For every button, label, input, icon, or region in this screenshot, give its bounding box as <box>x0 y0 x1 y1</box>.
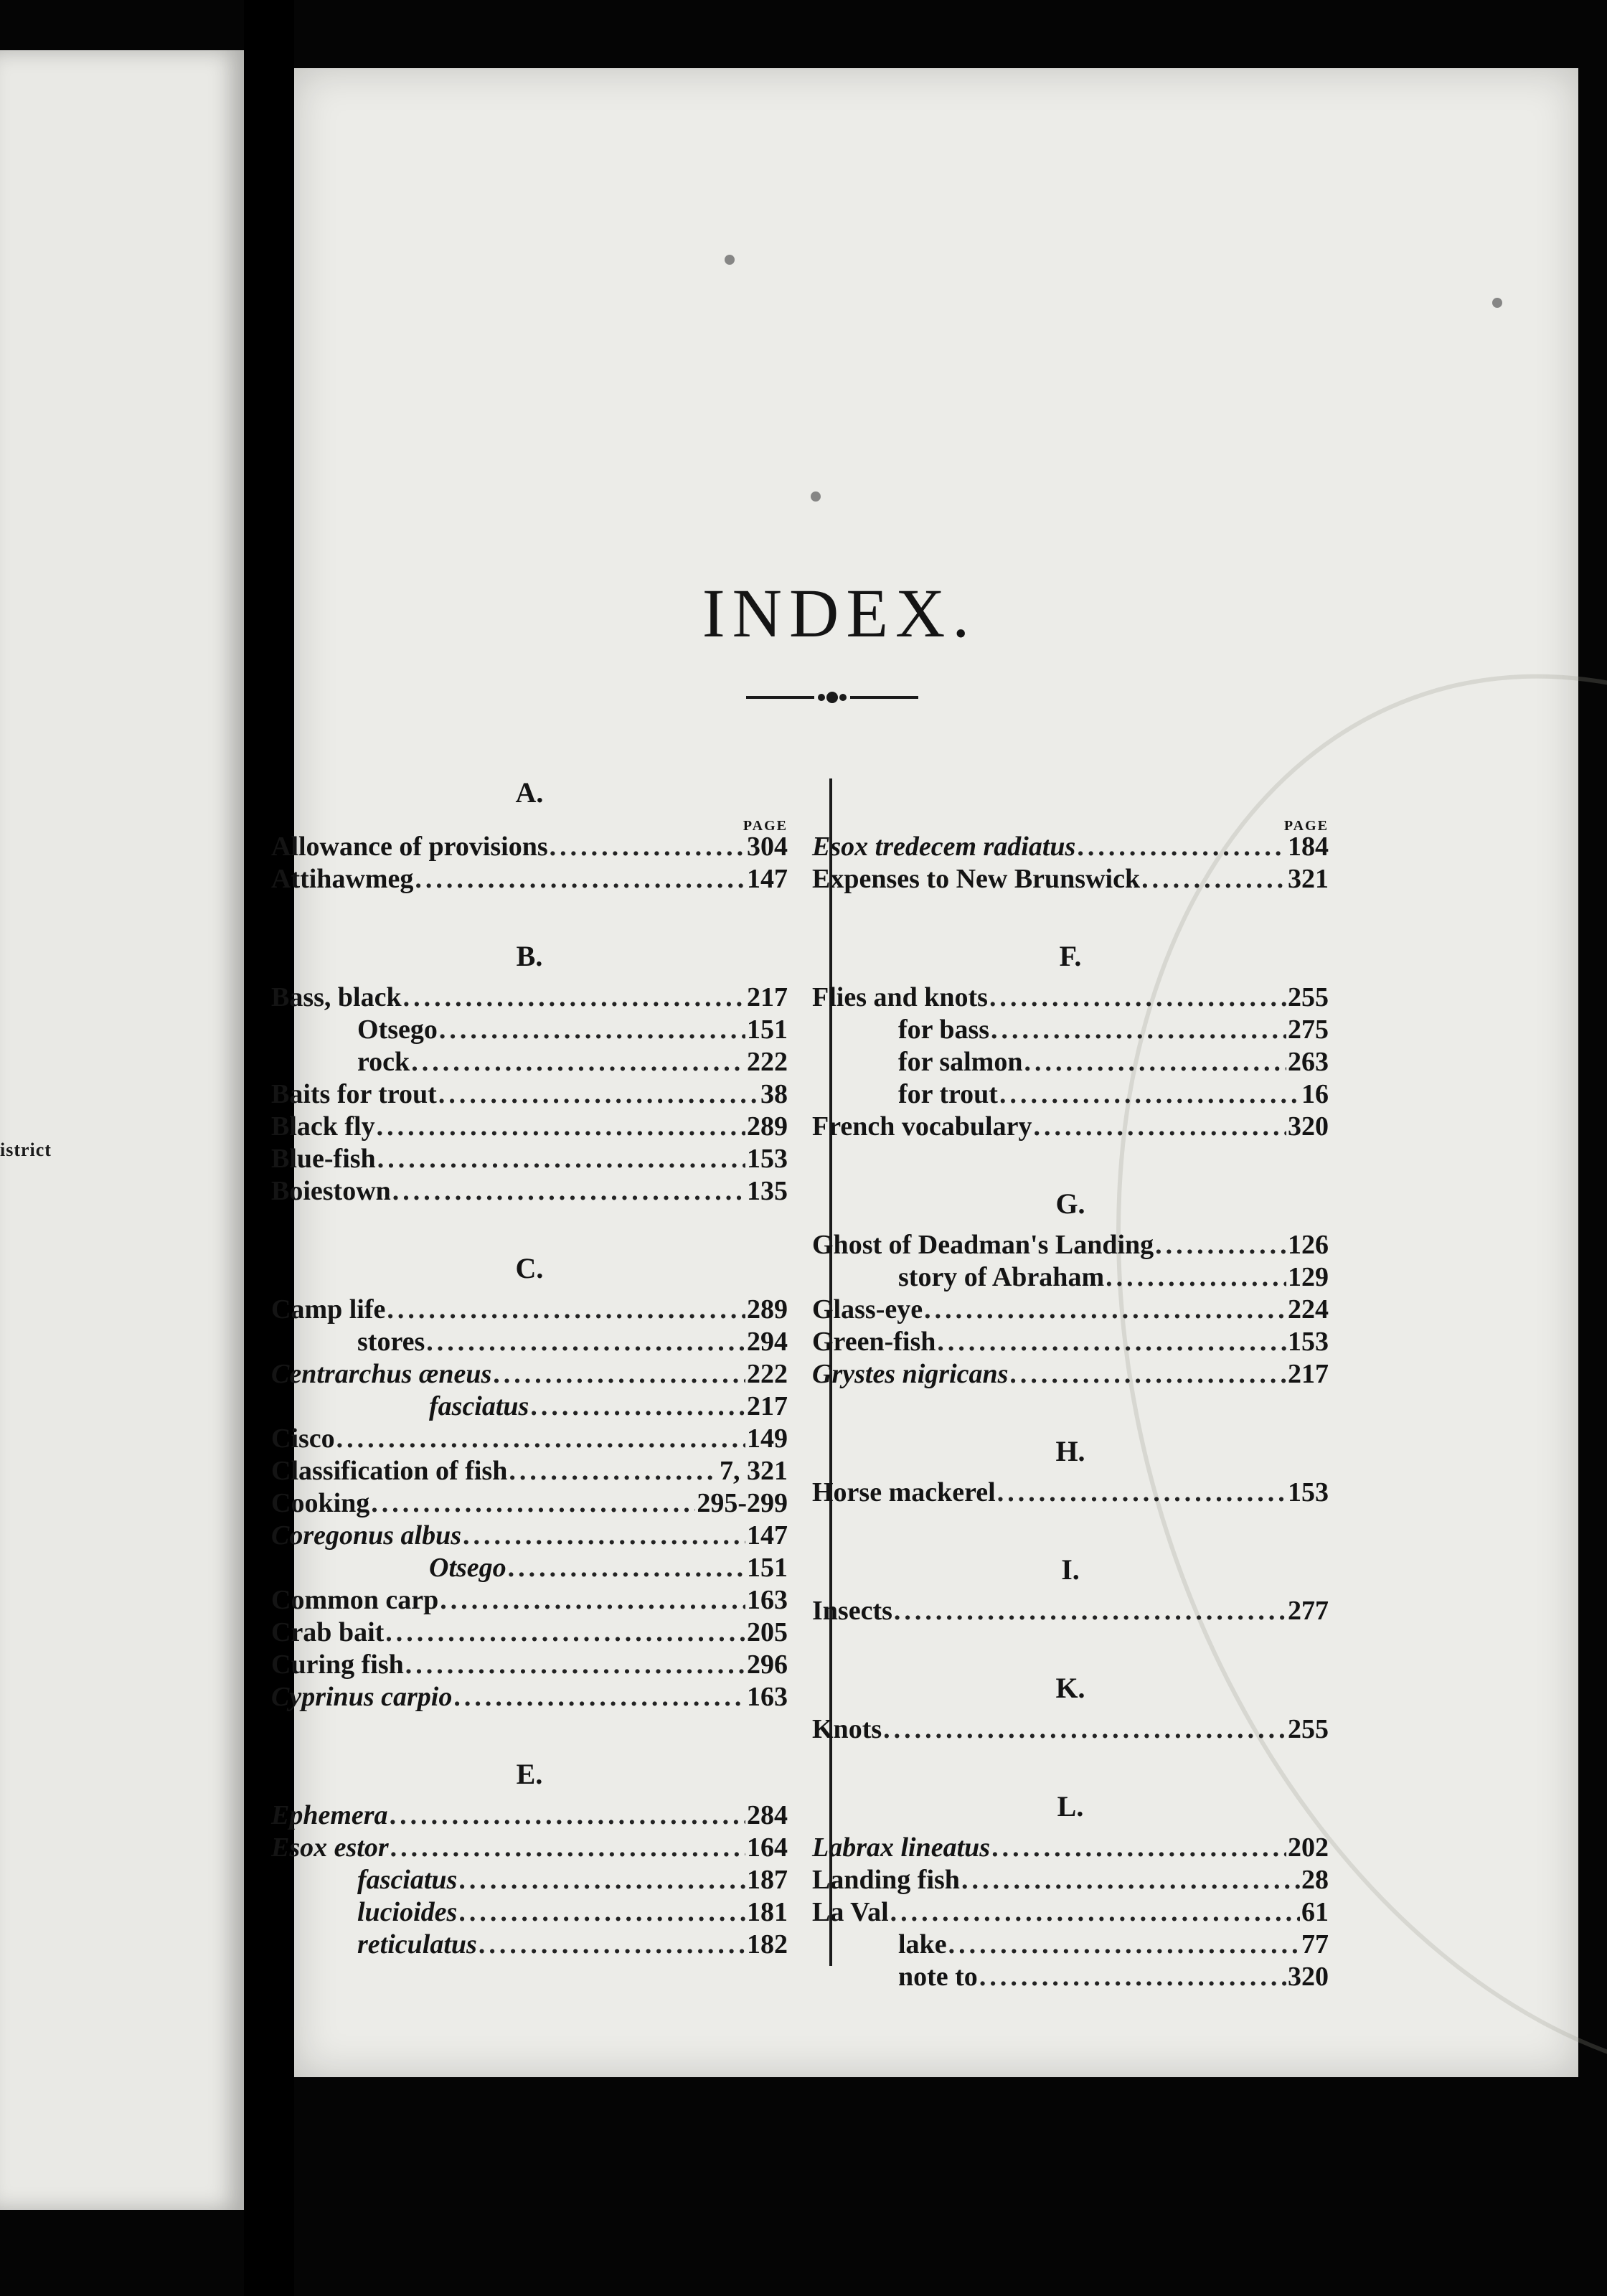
entry-term: Landing fish <box>812 1865 960 1895</box>
section-gap <box>271 1713 788 1749</box>
entry-page-number: 320 <box>1288 1111 1329 1142</box>
entry-term: La Val <box>812 1897 889 1927</box>
section-gap <box>271 1208 788 1243</box>
index-entry <box>812 1261 1329 1294</box>
entry-term: fasciatus <box>357 1865 458 1895</box>
index-entry <box>812 982 1329 1014</box>
entry-term: reticulatus <box>357 1929 477 1959</box>
entry-term: for trout <box>898 1079 998 1109</box>
entry-term: fasciatus <box>429 1391 529 1421</box>
entry-page-number: 217 <box>747 982 788 1012</box>
section-gap <box>812 895 1329 931</box>
entry-page-number: 187 <box>747 1865 788 1895</box>
index-entry <box>271 1358 788 1391</box>
ink-speck <box>1492 298 1502 308</box>
section-gap <box>812 1509 1329 1545</box>
dot-leader <box>493 1358 745 1391</box>
entry-page-number: 321 <box>1288 864 1329 894</box>
dot-leader <box>991 1014 1286 1046</box>
index-entry <box>271 1864 788 1896</box>
entry-term: Knots <box>812 1714 882 1744</box>
dot-leader <box>336 1423 745 1455</box>
dot-leader <box>390 1799 745 1832</box>
dot-leader <box>1141 863 1286 895</box>
entry-page-number: 147 <box>747 864 788 894</box>
entry-term: Curing fish <box>271 1650 404 1680</box>
index-entry <box>271 1584 788 1617</box>
dot-leader <box>463 1520 745 1552</box>
entry-term: Horse mackerel <box>812 1477 996 1507</box>
dot-leader <box>458 1896 745 1929</box>
section-gap <box>271 895 788 931</box>
section-gap <box>812 1391 1329 1426</box>
entry-term: Grystes nigricans <box>812 1359 1009 1389</box>
index-entry <box>812 1046 1329 1078</box>
entry-term: for salmon <box>898 1047 1023 1077</box>
dot-leader <box>371 1487 695 1520</box>
section-letter: G. <box>1055 1187 1085 1220</box>
index-entry <box>271 863 788 895</box>
entry-page-number: 153 <box>1288 1327 1329 1357</box>
dot-leader <box>405 1649 745 1681</box>
entry-page-number: 289 <box>747 1111 788 1142</box>
entry-term: Attihawmeg <box>271 864 414 894</box>
entry-term: Camp life <box>271 1294 386 1325</box>
dot-leader <box>1155 1229 1286 1261</box>
entry-page-number: 255 <box>1288 982 1329 1012</box>
index-entry <box>271 1326 788 1358</box>
entry-page-number: 320 <box>1288 1962 1329 1992</box>
index-entry <box>271 1078 788 1111</box>
page-column-label: PAGE <box>1283 818 1329 834</box>
section-letter: A. <box>515 776 544 809</box>
entry-page-number: 126 <box>1288 1230 1329 1260</box>
index-entry <box>812 1294 1329 1326</box>
entry-term: Esox tredecem radiatus <box>812 832 1076 862</box>
entry-term: Flies and knots <box>812 982 988 1012</box>
entry-page-number: 164 <box>747 1832 788 1863</box>
dot-leader <box>979 1961 1286 1993</box>
index-entry <box>271 1799 788 1832</box>
section-letter: L. <box>1057 1790 1084 1822</box>
index-entry <box>271 1014 788 1046</box>
entry-page-number: 77 <box>1301 1929 1329 1959</box>
index-entry <box>812 1595 1329 1627</box>
entry-term: Allowance of provisions <box>271 832 548 862</box>
index-entry <box>271 982 788 1014</box>
dot-leader <box>439 1014 745 1046</box>
entry-term: Labrax lineatus <box>812 1832 991 1863</box>
index-entry <box>271 1520 788 1552</box>
dot-leader <box>530 1391 745 1423</box>
entry-term: note to <box>898 1962 978 1992</box>
entry-page-number: 202 <box>1288 1832 1329 1863</box>
entry-page-number: 296 <box>747 1650 788 1680</box>
index-entry <box>812 1477 1329 1509</box>
dot-leader <box>991 1832 1286 1864</box>
index-entry <box>271 1175 788 1208</box>
entry-term: Green-fish <box>812 1327 936 1357</box>
dot-leader <box>415 863 745 895</box>
entry-page-number: 277 <box>1288 1596 1329 1626</box>
entry-term: Crab bait <box>271 1617 385 1647</box>
entry-page-number: 289 <box>747 1294 788 1325</box>
entry-term: Centrarchus æneus <box>271 1359 492 1389</box>
section-letter: I. <box>1061 1553 1080 1586</box>
entry-page-number: 205 <box>747 1617 788 1647</box>
entry-term: Insects <box>812 1596 892 1626</box>
section-letter: B. <box>516 940 543 972</box>
entry-page-number: 149 <box>747 1424 788 1454</box>
section-letter: C. <box>515 1252 544 1284</box>
dot-leader <box>883 1713 1286 1746</box>
index-entry <box>271 831 788 863</box>
entry-term: Coregonus albus <box>271 1520 462 1551</box>
index-entry <box>812 1358 1329 1391</box>
entry-term: story of Abraham <box>898 1262 1105 1292</box>
index-entry <box>812 1111 1329 1143</box>
entry-term: rock <box>357 1047 410 1077</box>
entry-page-number: 217 <box>747 1391 788 1421</box>
entry-term: Boiestown <box>271 1176 391 1206</box>
index-entry <box>271 1294 788 1326</box>
entry-page-number: 153 <box>1288 1477 1329 1507</box>
dot-leader <box>411 1046 745 1078</box>
dot-leader <box>377 1111 745 1143</box>
entry-term: Baits for trout <box>271 1079 437 1109</box>
index-entry <box>271 1896 788 1929</box>
entry-page-number: 163 <box>747 1585 788 1615</box>
entry-page-number: 275 <box>1288 1015 1329 1045</box>
index-entry <box>812 831 1329 863</box>
dot-leader <box>894 1595 1286 1627</box>
index-entry <box>271 1423 788 1455</box>
entry-page-number: 222 <box>747 1359 788 1389</box>
entry-page-number: 294 <box>747 1327 788 1357</box>
entry-page-number: 284 <box>747 1800 788 1830</box>
dot-leader <box>989 982 1286 1014</box>
dot-leader <box>403 982 745 1014</box>
dot-leader <box>890 1896 1300 1929</box>
entry-page-number: 295-299 <box>697 1488 788 1518</box>
entry-term: Otsego <box>429 1553 506 1583</box>
index-entry <box>271 1681 788 1713</box>
entry-term: Cyprinus carpio <box>271 1682 453 1712</box>
index-column-left <box>271 768 788 1961</box>
entry-page-number: 147 <box>747 1520 788 1551</box>
entry-page-number: 135 <box>747 1176 788 1206</box>
index-entry <box>812 1832 1329 1864</box>
entry-term: Cooking <box>271 1488 370 1518</box>
dot-leader <box>1009 1358 1286 1391</box>
entry-page-number: 16 <box>1301 1079 1329 1109</box>
section-letter: K. <box>1055 1672 1085 1704</box>
ornament-rule <box>746 683 918 712</box>
entry-term: Black fly <box>271 1111 375 1142</box>
entry-term: Glass-eye <box>812 1294 923 1325</box>
dot-leader <box>999 1078 1300 1111</box>
page-column-label: PAGE <box>743 818 788 834</box>
section-gap <box>812 1746 1329 1782</box>
dot-leader <box>479 1929 745 1961</box>
entry-term: Common carp <box>271 1585 439 1615</box>
dot-leader <box>937 1326 1286 1358</box>
entry-page-number: 181 <box>747 1897 788 1927</box>
entry-page-number: 151 <box>747 1015 788 1045</box>
dot-leader <box>440 1584 745 1617</box>
section-letter: H. <box>1055 1435 1085 1467</box>
dot-leader <box>458 1864 745 1896</box>
index-entry <box>812 1961 1329 1993</box>
entry-page-number: 151 <box>747 1553 788 1583</box>
section-gap <box>812 1143 1329 1179</box>
entry-term: Ephemera <box>271 1800 388 1830</box>
index-entry <box>812 863 1329 895</box>
entry-page-number: 222 <box>747 1047 788 1077</box>
entry-page-number: 224 <box>1288 1294 1329 1325</box>
entry-term: stores <box>357 1327 425 1357</box>
ink-speck <box>725 255 735 265</box>
section-letter: E. <box>516 1758 543 1790</box>
index-entry <box>271 1617 788 1649</box>
entry-page-number: 7, 321 <box>720 1456 788 1486</box>
dot-leader <box>948 1929 1300 1961</box>
entry-page-number: 163 <box>747 1682 788 1712</box>
entry-page-number: 304 <box>747 832 788 862</box>
entry-page-number: 255 <box>1288 1714 1329 1744</box>
index-entry <box>271 1832 788 1864</box>
index-entry <box>271 1455 788 1487</box>
entry-term: Otsego <box>357 1015 438 1045</box>
index-entry <box>271 1391 788 1423</box>
dot-leader <box>924 1294 1286 1326</box>
dot-leader <box>1106 1261 1286 1294</box>
dot-leader <box>550 831 745 863</box>
entry-page-number: 217 <box>1288 1359 1329 1389</box>
entry-term: Expenses to New Brunswick <box>812 864 1141 894</box>
entry-term: Ghost of Deadman's Landing <box>812 1230 1154 1260</box>
entry-term: Esox estor <box>271 1832 389 1863</box>
margin-text-fragment: istrict <box>0 1139 52 1160</box>
dot-leader <box>509 1455 718 1487</box>
index-entry <box>812 1229 1329 1261</box>
entry-term: Blue-fish <box>271 1144 376 1174</box>
entry-page-number: 182 <box>747 1929 788 1959</box>
entry-term: French vocabulary <box>812 1111 1032 1142</box>
entry-term: lucioides <box>357 1897 458 1927</box>
section-gap <box>812 1627 1329 1663</box>
index-entry <box>812 1078 1329 1111</box>
entry-term: Classification of fish <box>271 1456 508 1486</box>
entry-page-number: 38 <box>760 1079 788 1109</box>
dot-leader <box>392 1175 745 1208</box>
entry-page-number: 61 <box>1301 1897 1329 1927</box>
dot-leader <box>438 1078 759 1111</box>
entry-page-number: 28 <box>1301 1865 1329 1895</box>
dot-leader <box>377 1143 745 1175</box>
index-entry <box>812 1326 1329 1358</box>
dot-leader <box>508 1552 745 1584</box>
index-entry <box>271 1487 788 1520</box>
entry-term: Bass, black <box>271 982 402 1012</box>
dot-leader <box>961 1864 1300 1896</box>
facing-page-left <box>0 50 244 2210</box>
entry-page-number: 153 <box>747 1144 788 1174</box>
index-entry <box>812 1713 1329 1746</box>
index-entry <box>271 1929 788 1961</box>
dot-leader <box>426 1326 745 1358</box>
ink-speck <box>811 491 821 502</box>
index-entry <box>271 1046 788 1078</box>
index-entry <box>271 1111 788 1143</box>
entry-page-number: 263 <box>1288 1047 1329 1077</box>
index-entry <box>812 1864 1329 1896</box>
section-letter: F. <box>1059 940 1082 972</box>
dot-leader <box>1024 1046 1286 1078</box>
dot-leader <box>390 1832 745 1864</box>
index-entry <box>271 1649 788 1681</box>
entry-term: Cisco <box>271 1424 335 1454</box>
dot-leader <box>1033 1111 1286 1143</box>
dot-leader <box>385 1617 745 1649</box>
entry-page-number: 184 <box>1288 832 1329 862</box>
index-entry <box>812 1014 1329 1046</box>
index-entry <box>812 1896 1329 1929</box>
index-entry <box>271 1552 788 1584</box>
index-entry <box>812 1929 1329 1961</box>
index-entry <box>271 1143 788 1175</box>
dot-leader <box>387 1294 745 1326</box>
dot-leader <box>997 1477 1286 1509</box>
entry-term: lake <box>898 1929 947 1959</box>
entry-page-number: 129 <box>1288 1262 1329 1292</box>
page-title: INDEX. <box>702 575 977 652</box>
dot-leader <box>453 1681 745 1713</box>
entry-term: for bass <box>898 1015 990 1045</box>
index-column-right <box>812 768 1329 1993</box>
dot-leader <box>1077 831 1286 863</box>
